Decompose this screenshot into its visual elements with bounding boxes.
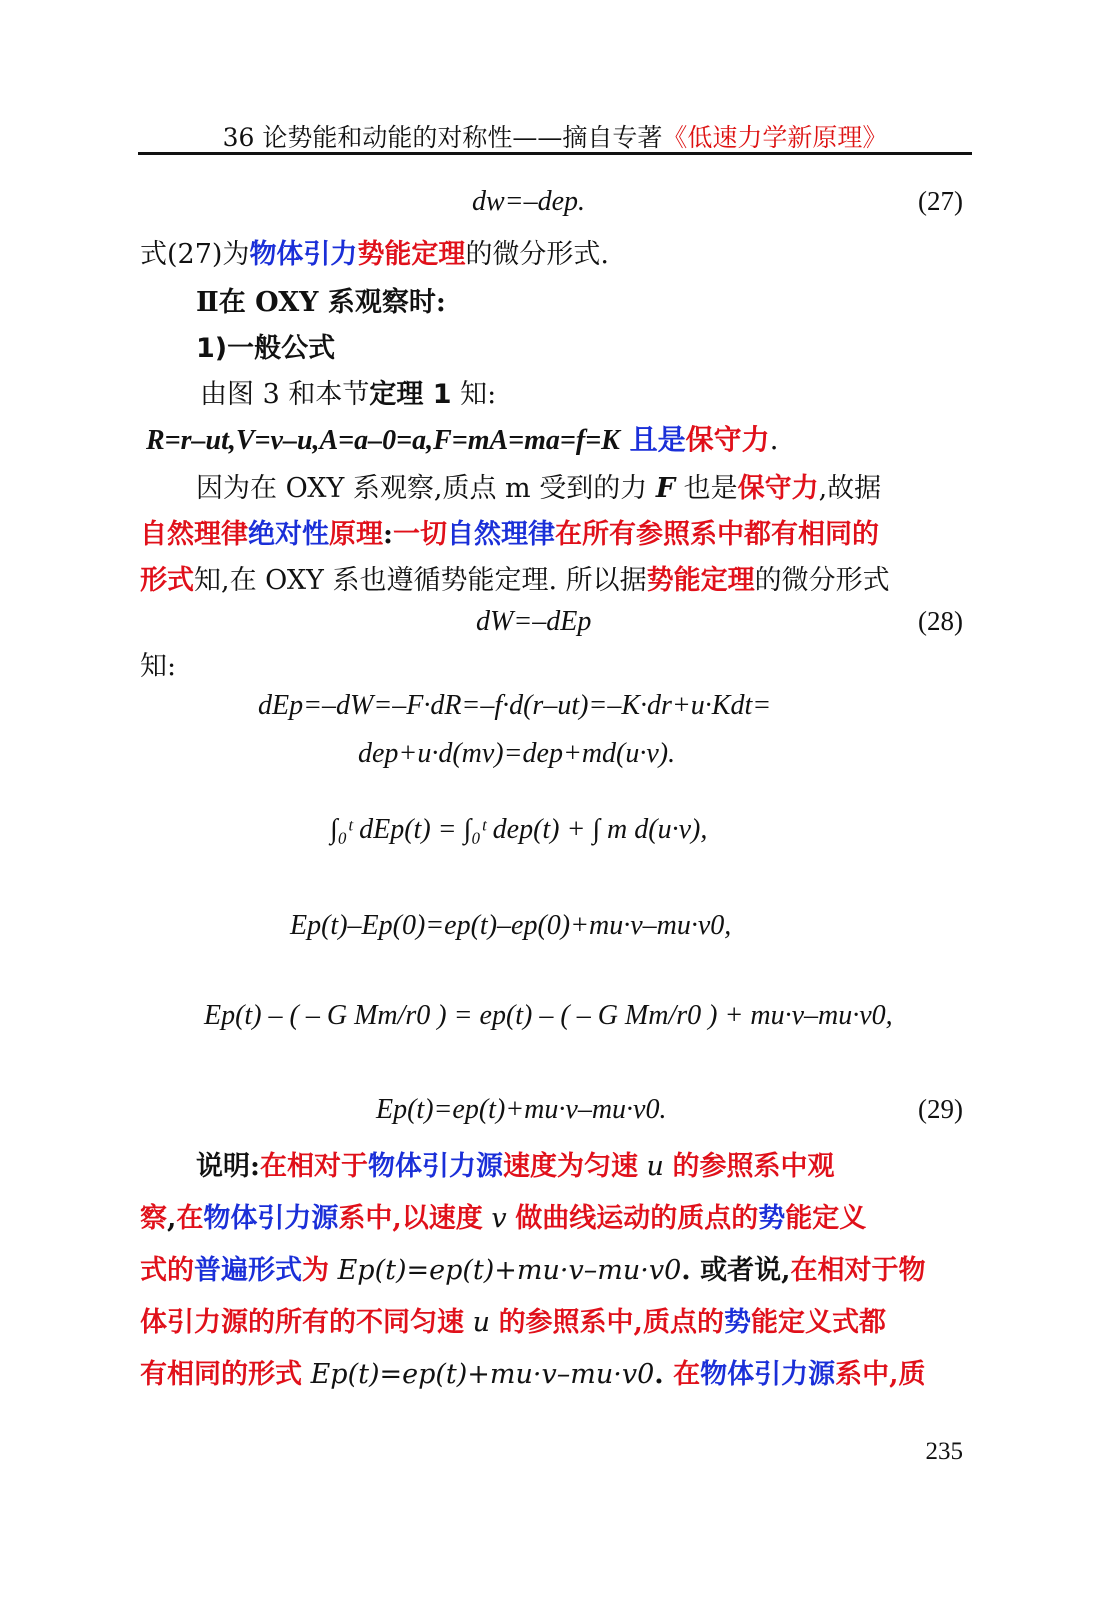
text-run: 做曲线运动的质点的 (515, 1203, 759, 1234)
text-run: 物体引力 (249, 239, 358, 270)
text-run: . (769, 423, 779, 456)
text-run: 势 (758, 1203, 786, 1234)
text-run: Ep(t)=ep(t)+mu·v–mu·v0 (329, 1255, 682, 1286)
text-run: 绝对性 (248, 519, 329, 550)
text-run: 一切 (392, 519, 447, 550)
text-run: 因为在 OXY 系观察,质点 m 受到的力 (196, 473, 656, 504)
header-rule (138, 152, 972, 155)
text-run: . 或者说, (681, 1255, 791, 1286)
subsection-heading: 1)一般公式 (196, 333, 336, 364)
text-run: 自然理律 (140, 519, 248, 550)
text-run: 体 (140, 1307, 167, 1338)
text-run: 察 (140, 1203, 167, 1234)
header-book-title: 《低速力学新原理》 (662, 123, 888, 152)
relations-formula: R=r–ut,V=v–u,A=a–0=a,F=mA=ma=f=K (146, 425, 620, 456)
text-run: 引力源 (167, 1307, 248, 1338)
text-run: 保守力 (685, 423, 770, 456)
paragraph-line (140, 512, 879, 551)
text-run: 原理 (329, 519, 383, 550)
paragraph-line (140, 232, 609, 271)
derivation-line-1: dEp=–dW=–F·dR=–f·d(r–ut)=–K·dr+u·Kdt= (258, 690, 772, 721)
text-run: u (464, 1307, 499, 1338)
text-run: 知: (451, 379, 497, 410)
text-run: 物体引力源 (367, 1151, 503, 1182)
text-run: 的所有的不同匀速 (248, 1307, 464, 1338)
text-run: 的微分形式 (754, 565, 890, 596)
note-line (196, 1144, 835, 1183)
text-run: 由图 3 和本节 (200, 379, 370, 410)
equation-28: dW=–dEp (476, 606, 592, 637)
text-run: 在相对于物 (790, 1255, 926, 1286)
text-run: 能定义 (785, 1203, 867, 1234)
text-run: 且是 (619, 423, 686, 456)
text-run: 普遍形式 (194, 1255, 302, 1286)
text-run: 在相对于 (259, 1151, 368, 1182)
text-run: 也是 (674, 473, 738, 504)
text-run: 式(27)为 (140, 239, 250, 270)
text-run: 的参照系中观 (672, 1151, 835, 1182)
note-line (140, 1196, 866, 1235)
text-run: ,故据 (818, 473, 882, 504)
paragraph-line (196, 466, 881, 505)
integral-equation: ∫₀ᵗ dEp(t) = ∫₀ᵗ dep(t) + ∫ m d(u·v), (330, 814, 708, 845)
text-run: : (383, 519, 393, 550)
derivation-line-2: dep+u·d(mv)=dep+md(u·v). (358, 738, 676, 769)
derivation-line-3: Ep(t)–Ep(0)=ep(t)–ep(0)+mu·v–mu·v0, (290, 910, 732, 941)
header-page-ref: 36 (222, 123, 255, 152)
equation-29: Ep(t)=ep(t)+mu·v–mu·v0. (376, 1094, 667, 1125)
text-run: Ep(t)=ep(t)+mu·v–mu·v0 (302, 1359, 655, 1390)
text-run: u (637, 1151, 673, 1182)
text-run: 有相同的形式 (140, 1359, 302, 1390)
text-run: 说明: (196, 1151, 260, 1182)
text-run: 势能定理 (357, 239, 466, 270)
text-run: 的微分形式. (465, 239, 610, 270)
text-run: 定理 1 (369, 379, 452, 410)
equation-27-number: (27) (918, 186, 963, 216)
text-run: 的参照系中,质点的 (498, 1307, 724, 1338)
relations-line (146, 418, 779, 458)
text-run: 形式 (140, 565, 194, 596)
text-run: , (167, 1203, 177, 1234)
text-run: 式的 (140, 1255, 194, 1286)
note-line (140, 1300, 886, 1339)
text-run: 势 (723, 1307, 751, 1338)
derivation-line-4: Ep(t) – ( – G Mm/r0 ) = ep(t) – ( – G Mm/r0 ) + mu·v–mu·v0, (204, 1000, 893, 1031)
text-run: 系中,以速度 (338, 1203, 483, 1234)
paragraph-line (200, 372, 496, 411)
text-run: 保守力 (737, 473, 819, 504)
note-line (140, 1352, 925, 1391)
text-run: v (482, 1203, 516, 1234)
text-run: 物体引力源 (203, 1203, 339, 1234)
paragraph-line (140, 558, 890, 597)
text-run: 能定义式都 (750, 1307, 886, 1338)
paragraph-line: 知: (140, 651, 177, 682)
page-number: 235 (925, 1438, 963, 1465)
header-title: 论势能和动能的对称性——摘自专著 (262, 123, 663, 152)
text-run: 知,在 OXY 系也遵循势能定理. 所以据 (194, 565, 647, 596)
text-run: 在 (673, 1359, 701, 1390)
note-line (140, 1248, 925, 1287)
section-heading: Ⅱ在 OXY 系观察时: (196, 287, 446, 318)
equation-27: dw=–dep. (472, 186, 585, 217)
text-run: 在所有参照系中都有相同的 (554, 519, 879, 550)
text-run: 为 (302, 1255, 329, 1286)
text-run: 质 (898, 1359, 926, 1390)
equation-28-number: (28) (918, 606, 963, 636)
text-run: 势能定理 (646, 565, 755, 596)
running-header (140, 118, 970, 154)
text-run: 系中, (835, 1359, 899, 1390)
text-run: F (655, 473, 675, 504)
text-run: 速度为匀速 (502, 1151, 638, 1182)
text-run: 物体引力源 (700, 1359, 836, 1390)
text-run: . (654, 1359, 674, 1390)
text-run: 在 (176, 1203, 204, 1234)
equation-29-number: (29) (918, 1094, 963, 1124)
text-run: 自然理律 (446, 519, 555, 550)
